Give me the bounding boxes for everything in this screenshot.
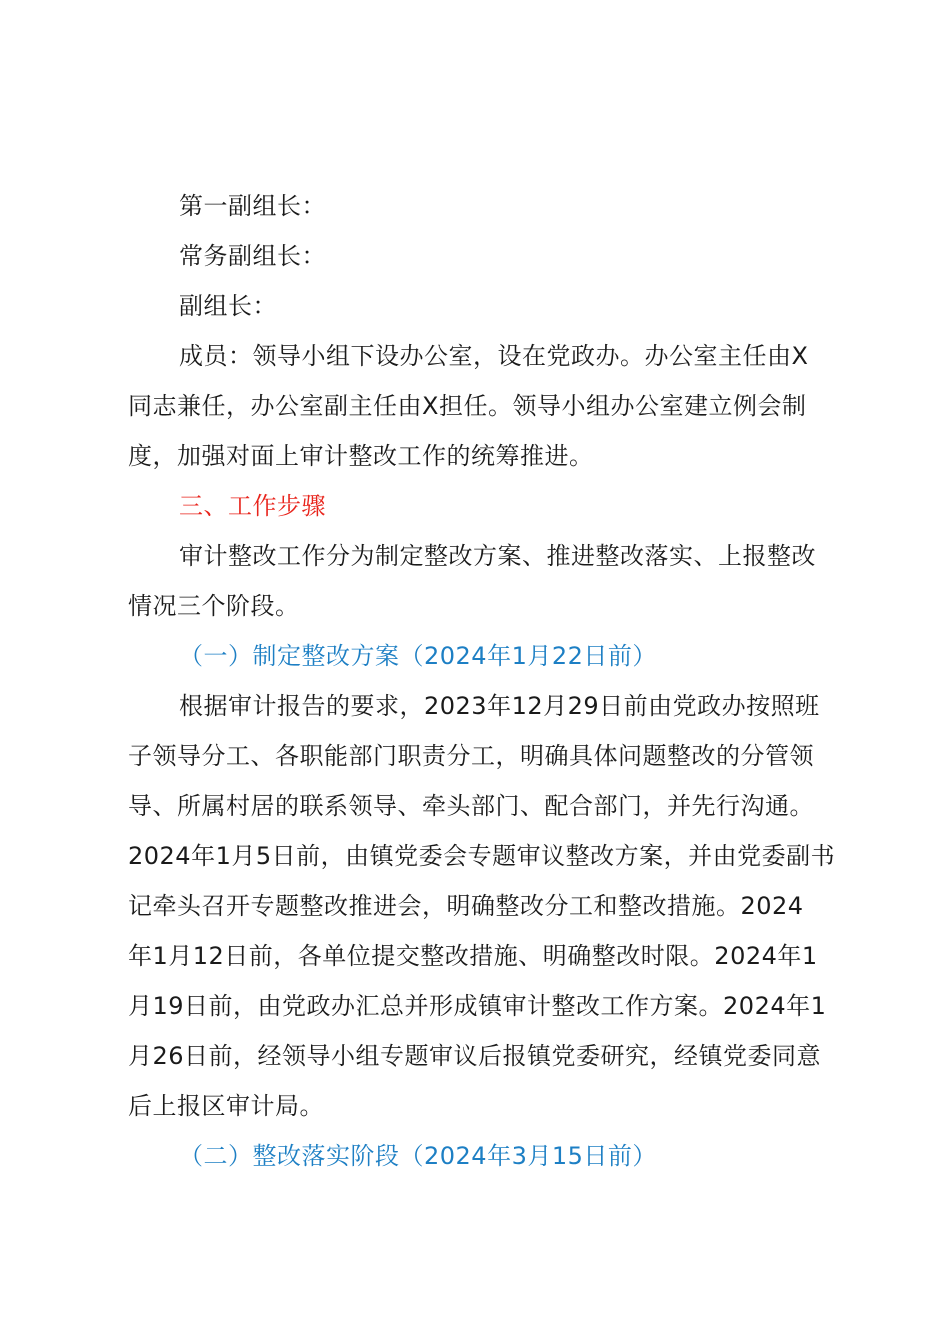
plan-paragraph-line-1: 根据审计报告的要求，2023年12月29日前由党政办按照班 [179,692,820,720]
first-deputy-leader-line: 第一副组长： [179,192,326,220]
plan-paragraph-line-5: 记牵头召开专题整改推进会，明确整改分工和整改措施。2024 [128,892,804,920]
section-heading-work-steps: 三、工作步骤 [179,492,326,520]
plan-paragraph-line-3: 导、所属村居的联系领导、牵头部门、配合部门，并先行沟通。 [128,792,814,820]
plan-paragraph-line-7: 月19日前，由党政办汇总并形成镇审计整改工作方案。2024年1 [128,992,827,1020]
subsection-heading-plan: （一）制定整改方案（2024年1月22日前） [179,642,657,670]
intro-paragraph-line-1: 审计整改工作分为制定整改方案、推进整改落实、上报整改 [179,542,816,570]
members-paragraph-line-1: 成员：领导小组下设办公室，设在党政办。办公室主任由X [179,342,809,370]
subsection-heading-implementation: （二）整改落实阶段（2024年3月15日前） [179,1142,657,1170]
executive-deputy-leader-line: 常务副组长： [179,242,326,270]
members-paragraph-line-2: 同志兼任，办公室副主任由X担任。领导小组办公室建立例会制 [128,392,807,420]
plan-paragraph-line-2: 子领导分工、各职能部门职责分工，明确具体问题整改的分管领 [128,742,814,770]
document-body [128,181,858,1181]
plan-paragraph-line-8: 月26日前，经领导小组专题审议后报镇党委研究，经镇党委同意 [128,1042,822,1070]
deputy-leader-line: 副组长： [179,292,277,320]
intro-paragraph-line-2: 情况三个阶段。 [128,592,300,620]
plan-paragraph-line-4: 2024年1月5日前，由镇党委会专题审议整改方案，并由党委副书 [128,842,836,870]
members-paragraph-line-3: 度，加强对面上审计整改工作的统筹推进。 [128,442,594,470]
plan-paragraph-line-6: 年1月12日前，各单位提交整改措施、明确整改时限。2024年1 [128,942,818,970]
plan-paragraph-line-9: 后上报区审计局。 [128,1092,324,1120]
